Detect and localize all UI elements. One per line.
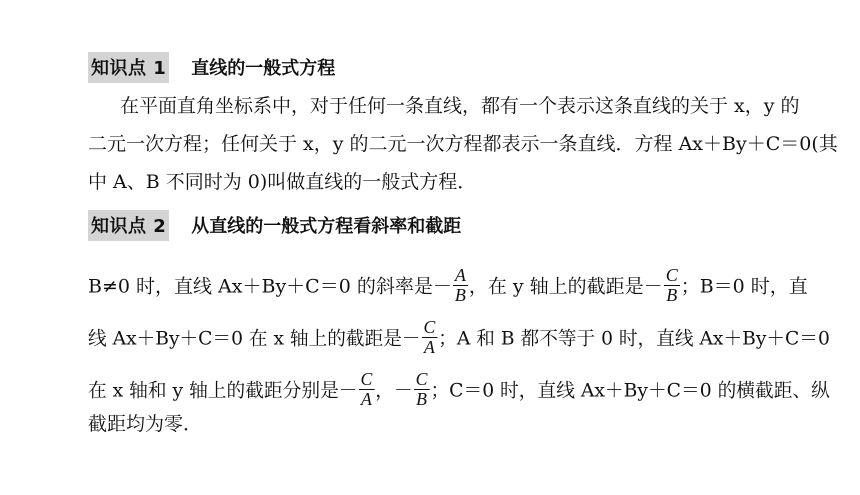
section-title: 直线的一般式方程 (191, 58, 336, 79)
text-run: 线 Ax＋By＋C＝0 在 x 轴上的截距是－ (88, 327, 421, 350)
paragraph-line: 在平面直角坐标系中，对于任何一条直线，都有一个表示这条直线的关于 x，y 的 (120, 95, 800, 117)
fraction-numerator: C (415, 369, 428, 389)
fraction-denominator: B (454, 285, 466, 305)
fraction-numerator: C (423, 317, 436, 337)
fraction (664, 266, 680, 305)
text-run: ，在 y 轴上的截距是－ (468, 275, 663, 298)
fraction (453, 266, 468, 305)
paragraph-line (88, 265, 808, 307)
fraction-denominator: B (666, 285, 678, 305)
paragraph-line (88, 369, 830, 411)
paragraph-line: 二元一次方程；任何关于 x，y 的二元一次方程都表示一条直线．方程 Ax＋By＋C＝0(其 (88, 133, 838, 155)
text-run: B≠0 时，直线 Ax＋By＋C＝0 的斜率是－ (88, 275, 452, 298)
fraction-denominator: A (423, 337, 435, 357)
fraction-numerator: C (360, 369, 373, 389)
paragraph-line: 截距均为零． (88, 413, 203, 435)
text-run: 在 x 轴和 y 轴上的截距分别是－ (88, 379, 358, 402)
section-heading-2 (88, 210, 461, 240)
text-run: ；C＝0 时，直线 Ax＋By＋C＝0 的横截距、纵 (430, 379, 830, 402)
knowledge-point-tag: 知识点 1 (88, 52, 169, 83)
fraction (358, 370, 374, 409)
fraction-denominator: A (360, 389, 372, 409)
text-run: ；B＝0 时，直 (680, 275, 808, 298)
fraction-numerator: C (665, 265, 678, 285)
fraction (414, 370, 430, 409)
section-title: 从直线的一般式方程看斜率和截距 (191, 216, 462, 237)
fraction-numerator: A (454, 265, 466, 285)
knowledge-point-tag: 知识点 2 (88, 210, 169, 241)
text-run: ，－ (375, 379, 413, 402)
fraction (422, 318, 438, 357)
section-heading-1 (88, 52, 335, 82)
paragraph-line: 中 A、B 不同时为 0)叫做直线的一般式方程． (88, 171, 477, 193)
paragraph-line (88, 317, 830, 359)
text-run: ；A 和 B 都不等于 0 时，直线 Ax＋By＋C＝0 (438, 327, 830, 350)
fraction-denominator: B (416, 389, 427, 409)
